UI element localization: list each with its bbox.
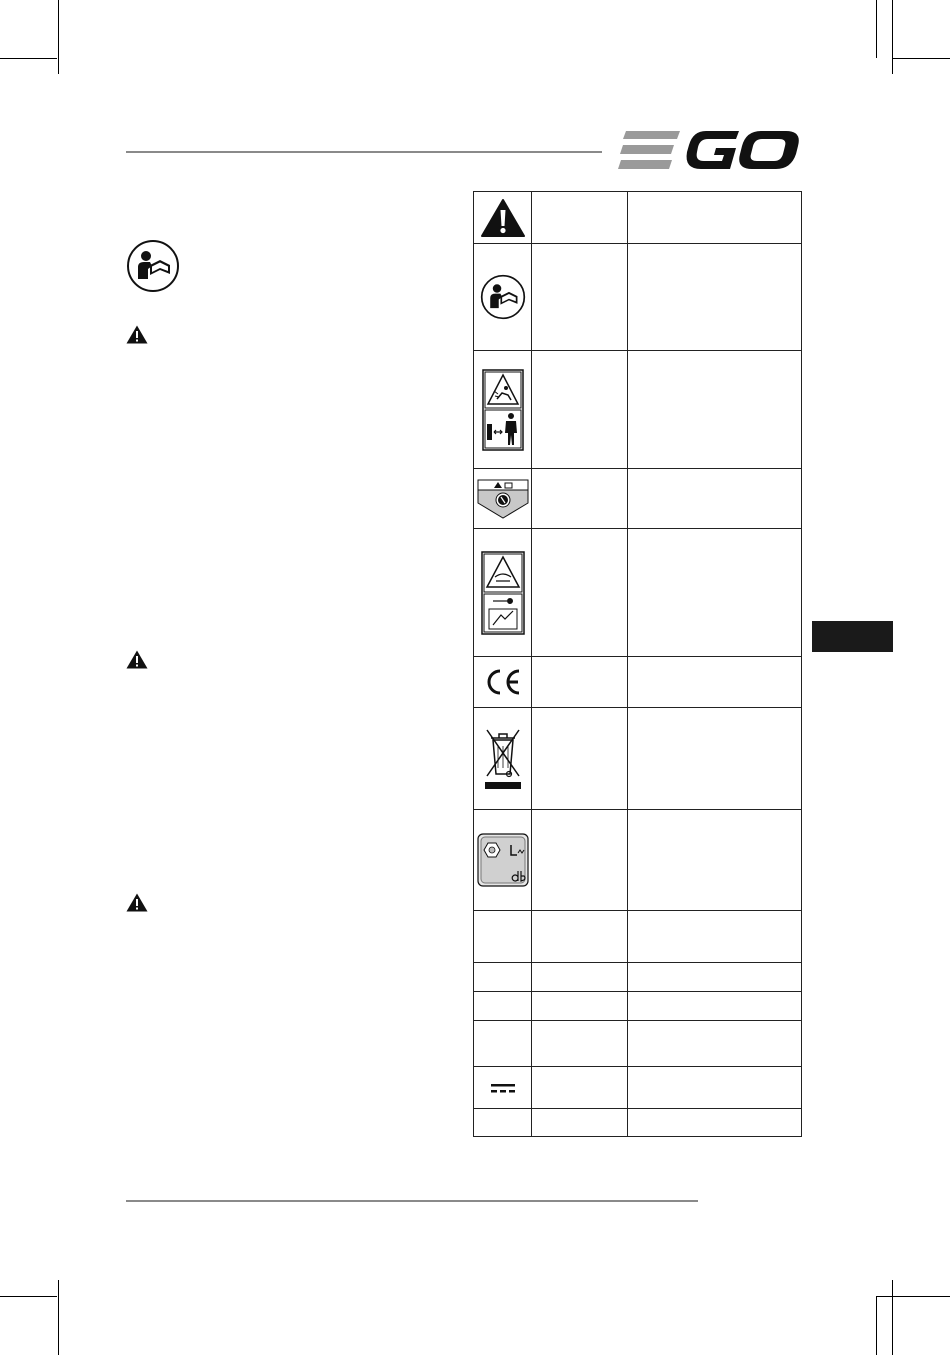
table-row (474, 529, 802, 657)
symbol-cell (474, 1067, 532, 1109)
symbol-cell (474, 244, 532, 351)
symbol-name (532, 810, 628, 911)
side-tab (812, 621, 893, 652)
symbol-name (532, 192, 628, 244)
symbol-description (628, 1067, 802, 1109)
symbol-name (532, 529, 628, 657)
symbol-description (628, 1109, 802, 1137)
table-row (474, 192, 802, 244)
symbol-description (628, 192, 802, 244)
symbol-name (532, 351, 628, 469)
thrown-objects-bystanders-icon (482, 369, 524, 451)
symbol-name (532, 1067, 628, 1109)
symbol-cell (474, 992, 532, 1021)
disconnect-before-maintenance-icon (481, 551, 525, 635)
symbol-cell (474, 963, 532, 992)
footer-rule (126, 1200, 698, 1202)
table-row (474, 1067, 802, 1109)
symbol-name (532, 911, 628, 963)
symbol-cell (474, 911, 532, 963)
table-row (474, 469, 802, 529)
hot-surface-label-icon (477, 479, 529, 519)
symbol-description (628, 963, 802, 992)
table-row (474, 244, 802, 351)
symbol-table (473, 191, 802, 1137)
warning-triangle-icon (126, 325, 148, 349)
symbol-cell (474, 657, 532, 708)
symbol-description (628, 657, 802, 708)
symbol-cell (474, 708, 532, 810)
symbol-cell (474, 529, 532, 657)
table-row (474, 911, 802, 963)
header-rule (126, 151, 602, 153)
symbol-name (532, 963, 628, 992)
warning-triangle-icon (126, 893, 148, 917)
table-row (474, 351, 802, 469)
symbol-cell (474, 469, 532, 529)
read-manual-icon (126, 239, 180, 298)
warning-triangle-icon (126, 650, 148, 674)
symbol-description (628, 992, 802, 1021)
symbol-name (532, 469, 628, 529)
table-row (474, 657, 802, 708)
symbol-description (628, 351, 802, 469)
table-row (474, 963, 802, 992)
symbol-name (532, 244, 628, 351)
sound-power-level-icon (477, 833, 529, 887)
symbol-cell (474, 351, 532, 469)
table-row (474, 992, 802, 1021)
read-manual-icon (480, 274, 526, 320)
symbol-name (532, 1109, 628, 1137)
symbol-name (532, 1021, 628, 1067)
symbol-description (628, 1021, 802, 1067)
symbol-description (628, 529, 802, 657)
safety-alert-icon (480, 198, 526, 238)
symbol-cell (474, 1109, 532, 1137)
weee-crossed-bin-icon (483, 726, 523, 792)
symbol-description (628, 469, 802, 529)
ego-logo (618, 128, 800, 172)
symbol-description (628, 708, 802, 810)
table-row (474, 708, 802, 810)
ce-mark-icon (484, 669, 522, 695)
symbol-name (532, 992, 628, 1021)
symbol-description (628, 911, 802, 963)
table-row (474, 1109, 802, 1137)
table-row (474, 810, 802, 911)
symbol-description (628, 810, 802, 911)
direct-current-icon (490, 1082, 516, 1094)
symbol-cell (474, 810, 532, 911)
symbol-cell (474, 1021, 532, 1067)
symbol-cell (474, 192, 532, 244)
symbol-name (532, 657, 628, 708)
symbol-description (628, 244, 802, 351)
table-row (474, 1021, 802, 1067)
symbol-name (532, 708, 628, 810)
